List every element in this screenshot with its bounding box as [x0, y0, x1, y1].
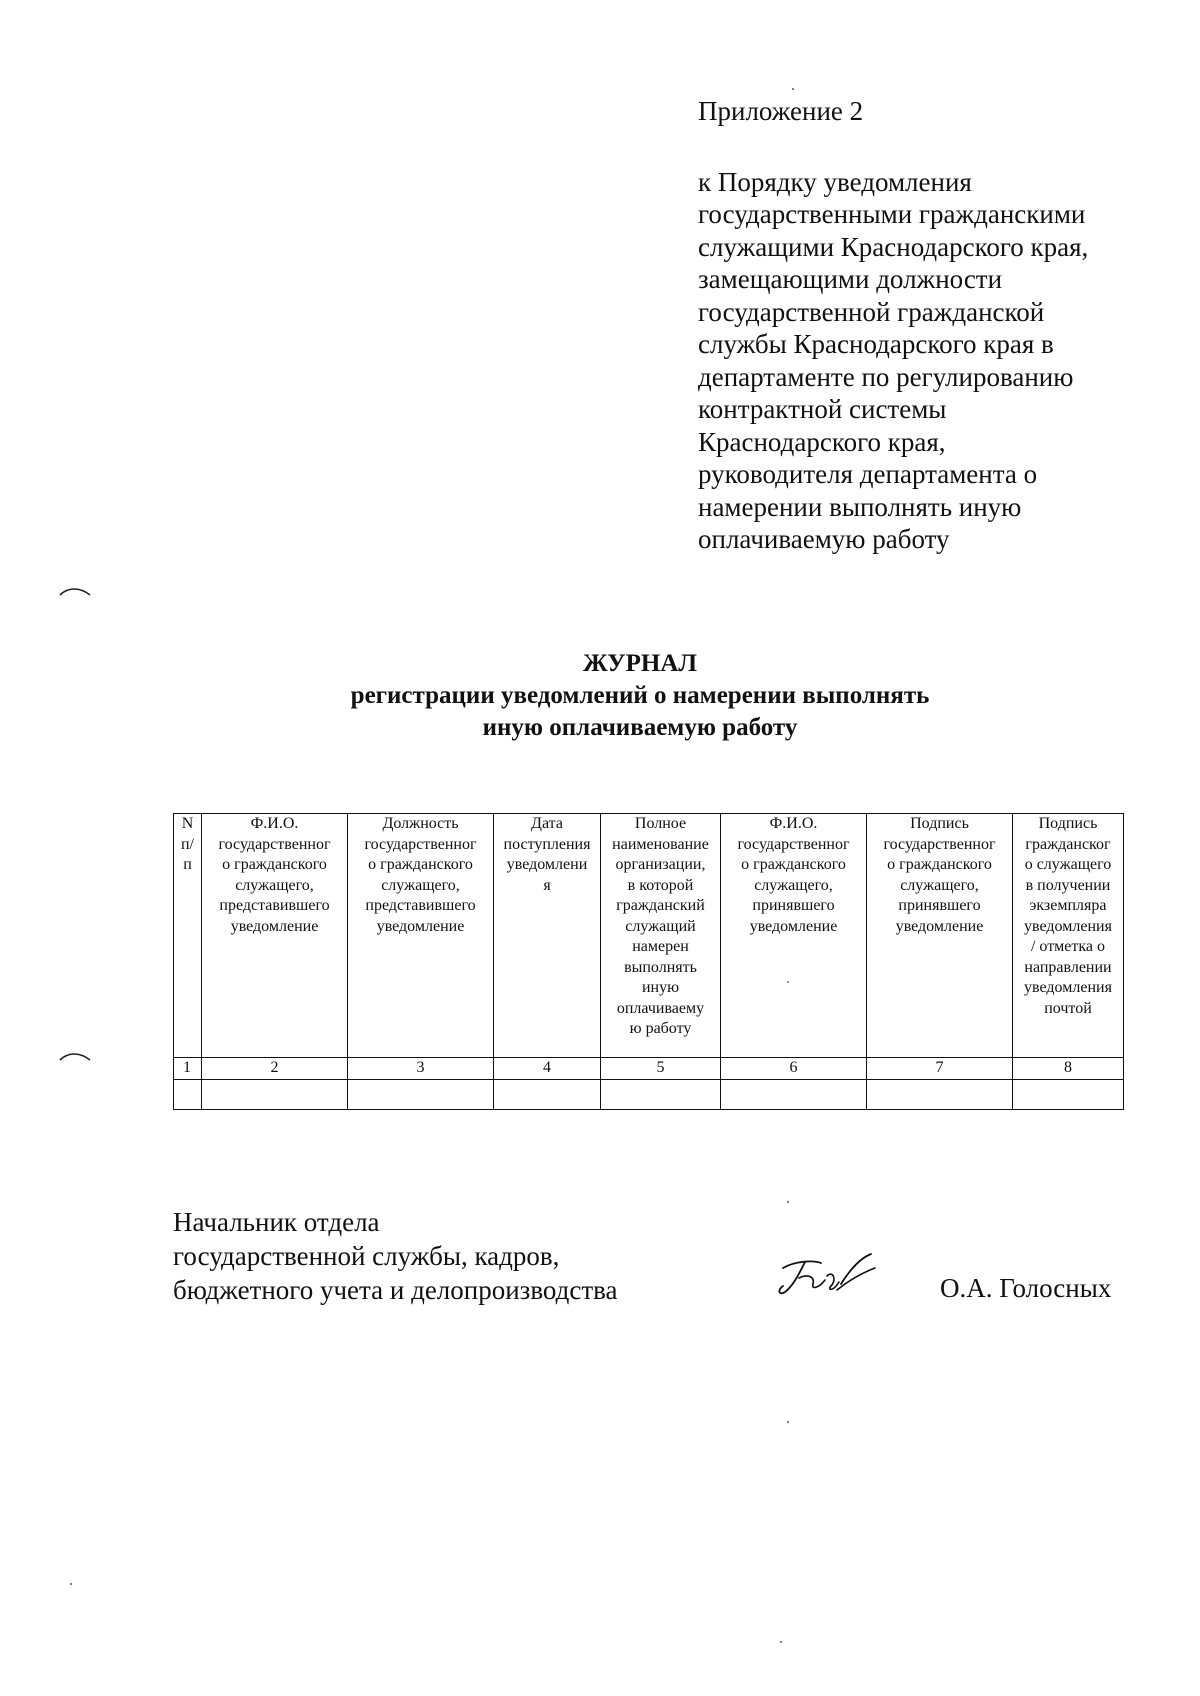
- column-number-cell: 7: [867, 1058, 1013, 1080]
- appendix-line: службы Краснодарского края в: [698, 329, 1054, 359]
- appendix-line: оплачиваемую работу: [698, 524, 950, 554]
- table-header-row: [174, 814, 1124, 1058]
- column-number-cell: 8: [1013, 1058, 1124, 1080]
- column-number-cell: 1: [174, 1058, 202, 1080]
- header-line: N: [181, 815, 194, 832]
- header-line: представившего: [219, 897, 330, 914]
- header-line: служащего,: [235, 876, 314, 894]
- header-line: о гражданского: [887, 856, 992, 873]
- header-line: принявшего: [898, 897, 981, 914]
- header-line: служащего,: [381, 876, 460, 894]
- header-line: о гражданского: [222, 856, 327, 873]
- column-number-cell: 2: [202, 1058, 348, 1080]
- scan-mark: [790, 85, 796, 93]
- journal-title: ЖУРНАЛ: [582, 650, 698, 677]
- appendix-line: к Порядку уведомления: [698, 166, 972, 197]
- table-cell: [494, 1080, 601, 1110]
- header-line: выполнять: [624, 958, 697, 976]
- header-line: / отметка о: [1030, 938, 1106, 955]
- journal-subtitle-line: регистрации уведомлений о намерении выполнять: [350, 682, 930, 709]
- header-cell-organization-name: [601, 814, 721, 1058]
- header-line: Подпись: [910, 815, 969, 832]
- header-line: экземпляра: [1029, 897, 1107, 914]
- header-cell-receipt-date: [494, 814, 601, 1058]
- signatory-position: [173, 1205, 618, 1307]
- header-line: служащего,: [754, 876, 833, 894]
- header-line: уведомления: [1024, 979, 1112, 996]
- header-line: в получении: [1025, 876, 1111, 894]
- appendix-line: Краснодарского края,: [698, 426, 946, 457]
- handwritten-signature: [775, 1246, 880, 1308]
- header-line: Ф.И.О.: [769, 815, 818, 832]
- scan-mark: [58, 1050, 92, 1064]
- header-line: государственног: [883, 835, 996, 853]
- scan-mark: [785, 1198, 791, 1206]
- header-line: Ф.И.О.: [250, 815, 299, 832]
- header-cell-copy-receipt-signature: [1013, 814, 1124, 1058]
- header-cell-number: [174, 814, 202, 1058]
- header-line: о гражданского: [741, 856, 846, 873]
- appendix-line: государственной гражданской: [698, 296, 1045, 327]
- scan-mark: [58, 585, 92, 599]
- header-line: принявшего: [752, 897, 835, 914]
- appendix-line: контрактной системы: [698, 394, 947, 424]
- scan-mark: [785, 978, 791, 986]
- header-line: п/: [180, 835, 194, 853]
- header-line: Дата: [531, 815, 563, 832]
- table-cell: [174, 1080, 202, 1110]
- appendix-line: служащими Краснодарского края,: [698, 231, 1089, 262]
- header-line: направлении: [1024, 958, 1112, 976]
- header-line: уведомление: [376, 917, 465, 935]
- table-cell: [721, 1080, 867, 1110]
- header-line: иную: [641, 979, 680, 996]
- signatory-position-line: бюджетного учета и делопроизводства: [173, 1275, 618, 1305]
- header-cell-receiver-name: [721, 814, 867, 1058]
- header-line: уведомления: [1024, 917, 1112, 935]
- header-line: в которой: [627, 876, 694, 894]
- header-line: о служащего: [1024, 856, 1112, 873]
- header-line: поступления: [503, 835, 591, 853]
- header-line: служащий: [625, 917, 696, 935]
- table-row: [174, 1080, 1124, 1110]
- appendix-line: замещающими должности: [698, 264, 1003, 294]
- table-cell: [867, 1080, 1013, 1110]
- header-line: ю работу: [629, 1020, 692, 1037]
- header-line: государственног: [364, 835, 477, 853]
- header-line: я: [543, 876, 551, 894]
- header-line: почтой: [1044, 999, 1092, 1017]
- header-line: гражданский: [616, 897, 705, 914]
- scan-mark: [68, 1580, 74, 1588]
- table-cell: [1013, 1080, 1124, 1110]
- header-line: уведомлени: [506, 856, 588, 873]
- journal-title-block: [0, 648, 1200, 744]
- column-number-row: [174, 1058, 1124, 1080]
- header-cell-receiver-signature: [867, 814, 1013, 1058]
- column-number-cell: 5: [601, 1058, 721, 1080]
- column-number-cell: 4: [494, 1058, 601, 1080]
- appendix-line: руководителя департамента о: [698, 459, 1038, 489]
- journal-subtitle-line: иную оплачиваемую работу: [482, 714, 798, 741]
- header-line: Должность: [382, 815, 459, 832]
- appendix-reference: [698, 166, 1138, 556]
- registration-journal-table: [173, 813, 1124, 1110]
- column-number-cell: 3: [348, 1058, 494, 1080]
- header-line: Полное: [634, 815, 687, 832]
- header-line: уведомление: [230, 917, 319, 935]
- header-line: оплачиваему: [616, 999, 705, 1017]
- appendix-line: государственными гражданскими: [698, 199, 1086, 229]
- header-cell-submitter-position: [348, 814, 494, 1058]
- header-line: п: [183, 856, 192, 873]
- scan-mark: [778, 1638, 784, 1646]
- header-line: гражданског: [1025, 835, 1111, 853]
- header-line: представившего: [365, 897, 476, 914]
- appendix-block: [698, 95, 1138, 556]
- table-cell: [202, 1080, 348, 1110]
- header-line: наименование: [612, 835, 709, 853]
- header-line: уведомление: [749, 917, 838, 935]
- signatory-position-line: государственной службы, кадров,: [173, 1241, 560, 1271]
- header-line: государственног: [218, 835, 331, 853]
- signatory-position-line: Начальник отдела: [173, 1207, 380, 1237]
- appendix-line: департаменте по регулированию: [698, 361, 1074, 392]
- appendix-title: Приложение 2: [698, 96, 864, 126]
- header-line: о гражданского: [368, 856, 473, 873]
- header-line: государственног: [737, 835, 850, 853]
- header-line: организации,: [615, 856, 706, 873]
- header-line: уведомление: [895, 917, 984, 935]
- appendix-line: намерении выполнять иную: [698, 491, 1022, 522]
- column-number-cell: 6: [721, 1058, 867, 1080]
- header-line: намерен: [632, 938, 689, 955]
- scan-mark: [785, 1418, 791, 1426]
- header-line: служащего,: [900, 876, 979, 894]
- header-line: Подпись: [1038, 815, 1098, 832]
- header-cell-submitter-name: [202, 814, 348, 1058]
- table-cell: [348, 1080, 494, 1110]
- signatory-name: О.А. Голосных: [940, 1273, 1112, 1303]
- table-cell: [601, 1080, 721, 1110]
